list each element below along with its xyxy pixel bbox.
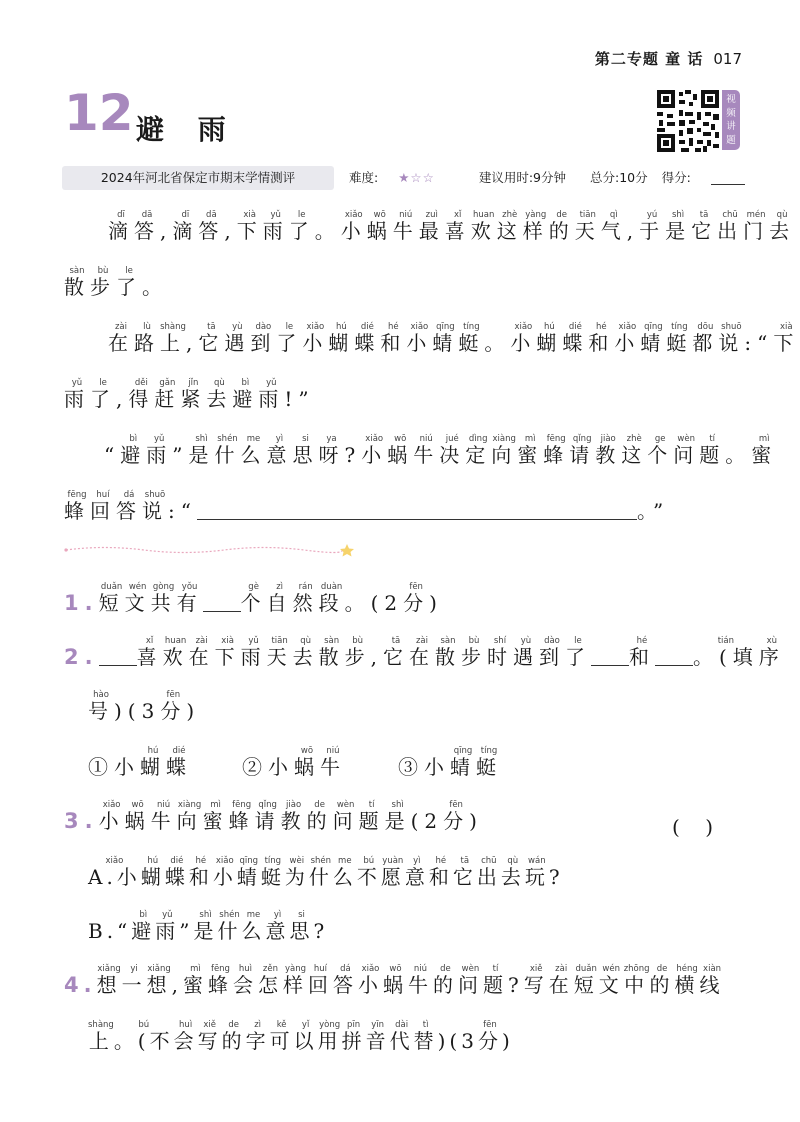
- hanzi-with-pinyin: 了le: [116, 266, 142, 299]
- hanzi-with-pinyin: 紧jǐn: [180, 378, 207, 411]
- hanzi-with-pinyin: 样yàng: [522, 210, 549, 243]
- hanzi-with-pinyin: 什shén: [217, 910, 242, 943]
- punctuation: ”: [172, 443, 189, 467]
- hanzi-with-pinyin: 都dōu: [692, 322, 719, 355]
- answer-blank[interactable]: [591, 647, 629, 666]
- hanzi-with-pinyin: 题tí: [699, 434, 726, 467]
- hanzi-with-pinyin: 是shì: [193, 910, 218, 943]
- hanzi-with-pinyin: 个gè: [240, 582, 267, 615]
- hanzi-with-pinyin: 步bù: [90, 266, 116, 299]
- hanzi-with-pinyin: 玩wán: [524, 856, 549, 889]
- page-number: 017: [713, 50, 742, 68]
- question-text: [98, 800, 483, 833]
- hanzi-with-pinyin: 蜗wō: [294, 746, 320, 779]
- hanzi-with-pinyin: 滴dī: [172, 210, 199, 243]
- hanzi-with-pinyin: 去qù: [206, 378, 233, 411]
- qr-code-icon[interactable]: [655, 88, 721, 154]
- punctuation: 。: [314, 219, 341, 243]
- hanzi-with-pinyin: 有yǒu: [176, 582, 203, 615]
- hanzi-with-pinyin: 和hé: [188, 856, 213, 889]
- choice-a[interactable]: [88, 856, 564, 890]
- hanzi-with-pinyin: 下xià: [236, 210, 263, 243]
- hanzi-with-pinyin: 回huí: [90, 490, 116, 523]
- hanzi-with-pinyin: 它tā: [382, 636, 409, 669]
- hanzi-with-pinyin: 的de: [306, 800, 333, 833]
- hanzi-with-pinyin: 中zhōng: [623, 964, 650, 997]
- hanzi-with-pinyin: 思si: [289, 910, 314, 943]
- hanzi-with-pinyin: 上shàng: [88, 1020, 114, 1053]
- hanzi-with-pinyin: 么me: [332, 856, 357, 889]
- section-title: 第二专题 童 话: [594, 50, 704, 68]
- video-label: 视频讲题: [726, 94, 736, 146]
- hanzi-with-pinyin: 滴dī: [108, 210, 134, 243]
- hanzi-with-pinyin: 么me: [240, 434, 267, 467]
- hanzi-with-pinyin: 蜻qīng: [640, 322, 667, 355]
- hanzi-with-pinyin: 小xiǎo: [361, 434, 388, 467]
- hanzi-with-pinyin: 个ge: [647, 434, 674, 467]
- option-1[interactable]: [88, 746, 192, 780]
- punctuation: ?: [507, 973, 524, 997]
- hanzi-with-pinyin: 线xiàn: [699, 964, 725, 997]
- hanzi-with-pinyin: 雨yǔ: [240, 636, 267, 669]
- hanzi-with-pinyin: 答dá: [332, 964, 358, 997]
- punctuation: ,: [160, 219, 173, 243]
- hanzi-with-pinyin: 段duàn: [318, 582, 345, 615]
- hanzi-with-pinyin: 蝴hú: [328, 322, 355, 355]
- hanzi-with-pinyin: 它tā: [452, 856, 477, 889]
- question-number: 2: [64, 645, 85, 669]
- hanzi-with-pinyin: 雨yǔ: [64, 378, 90, 411]
- hanzi-with-pinyin: 小xiǎo: [212, 856, 237, 889]
- hanzi-with-pinyin: 拼pīn: [341, 1020, 366, 1053]
- hanzi-with-pinyin: 上shàng: [160, 322, 186, 355]
- hanzi-with-pinyin: 这zhè: [621, 434, 648, 467]
- difficulty-stars: ★☆☆: [398, 170, 435, 185]
- hanzi-with-pinyin: 蜂fēng: [228, 800, 255, 833]
- hanzi-with-pinyin: 说shuō: [718, 322, 745, 355]
- punctuation: ”: [179, 919, 194, 943]
- hanzi-with-pinyin: 蜓tíng: [476, 746, 502, 779]
- hanzi-with-pinyin: 蜜mì: [202, 800, 229, 833]
- hanzi-with-pinyin: 是shì: [188, 434, 215, 467]
- suggested-time: 建议用时:9分钟: [478, 170, 566, 185]
- question-2: 2. 喜xǐ欢huan在zài下xià雨yǔ天tiān去qù散sàn步bù,它tā在zài散sàn步bù时shí遇yù到dào了le和hé。(填tián序xù: [64, 636, 785, 669]
- punctuation: ,: [171, 973, 183, 997]
- hanzi-with-pinyin: 写xiě: [523, 964, 549, 997]
- question-number: 4: [64, 973, 84, 997]
- hanzi-with-pinyin: 蝶dié: [562, 322, 589, 355]
- hanzi-with-pinyin: 步bù: [460, 636, 487, 669]
- hanzi-with-pinyin: 雨yǔ: [258, 378, 285, 411]
- hanzi-with-pinyin: 想xiǎng: [96, 964, 122, 997]
- hanzi-with-pinyin: 这zhè: [496, 210, 523, 243]
- hanzi-with-pinyin: 为wèi: [284, 856, 309, 889]
- question-text: [98, 582, 443, 615]
- hanzi-with-pinyin: 蜂fēng: [543, 434, 570, 467]
- hanzi-with-pinyin: 了le: [276, 322, 303, 355]
- hanzi-with-pinyin: 向xiàng: [491, 434, 518, 467]
- hanzi-with-pinyin: 说shuō: [142, 490, 168, 523]
- hanzi-with-pinyin: 问wèn: [673, 434, 700, 467]
- exam-meta: [349, 166, 785, 190]
- question-text: [99, 636, 785, 669]
- hanzi-with-pinyin: 答dā: [198, 210, 225, 243]
- punctuation: (2: [410, 809, 444, 833]
- hanzi-with-pinyin: 想xiǎng: [146, 964, 172, 997]
- hanzi-with-pinyin: 蝶dié: [354, 322, 381, 355]
- hanzi-with-pinyin: 可kě: [269, 1020, 294, 1053]
- hanzi-with-pinyin: 散sàn: [318, 636, 345, 669]
- hanzi-with-pinyin: 下xià: [214, 636, 241, 669]
- punctuation: ,: [370, 645, 383, 669]
- hanzi-with-pinyin: 什shén: [214, 434, 241, 467]
- passage-line: [64, 378, 315, 412]
- hanzi-with-pinyin: 避bì: [232, 378, 259, 411]
- hanzi-with-pinyin: 思si: [292, 434, 319, 467]
- hanzi-with-pinyin: 分fēn: [403, 582, 430, 615]
- hanzi-with-pinyin: 去qù: [292, 636, 319, 669]
- hanzi-with-pinyin: 出chū: [717, 210, 744, 243]
- hanzi-with-pinyin: 意yì: [265, 910, 290, 943]
- answer-blank[interactable]: [99, 647, 137, 666]
- hanzi-with-pinyin: 避bì: [131, 910, 156, 943]
- hanzi-with-pinyin: 去qù: [769, 210, 796, 243]
- hanzi-with-pinyin: 门mén: [743, 210, 770, 243]
- punctuation: !”: [284, 387, 315, 411]
- hanzi-with-pinyin: 蜗wō: [387, 434, 414, 467]
- punctuation: “: [104, 443, 121, 467]
- hanzi-with-pinyin: 牛niú: [392, 210, 419, 243]
- hanzi-with-pinyin: 避bì: [120, 434, 147, 467]
- hanzi-with-pinyin: 蜗wō: [366, 210, 393, 243]
- hanzi-with-pinyin: 分fēn: [160, 690, 187, 723]
- punctuation: ?: [313, 919, 329, 943]
- question-4: 4.想xiǎng一yi想xiǎng,蜜mì蜂fēng会huì怎zěn样yàng回huí答dá小xiǎo蜗wō牛niú的de问wèn题tí?写xiě在zài短duǎn文wén中zhōng的de横héng线xiàn: [64, 964, 725, 997]
- hanzi-with-pinyin: 答dā: [134, 210, 160, 243]
- hanzi-with-pinyin: 代dài: [389, 1020, 414, 1053]
- hanzi-with-pinyin: 文wén: [598, 964, 624, 997]
- hanzi-with-pinyin: 呀ya: [318, 434, 345, 467]
- hanzi-with-pinyin: 在zài: [408, 636, 435, 669]
- hanzi-with-pinyin: 号hào: [88, 690, 114, 723]
- hanzi-with-pinyin: 蝴hú: [140, 856, 165, 889]
- difficulty-label: 难度:: [349, 170, 379, 185]
- hanzi-with-pinyin: 蜓tíng: [666, 322, 693, 355]
- punctuation: :“: [744, 331, 774, 355]
- punctuation: ,: [626, 219, 640, 243]
- hanzi-with-pinyin: 散sàn: [434, 636, 461, 669]
- hanzi-with-pinyin: 替tì: [413, 1020, 438, 1053]
- hanzi-with-pinyin: 是shì: [384, 800, 411, 833]
- hanzi-with-pinyin: 在zài: [548, 964, 574, 997]
- answer-blank[interactable]: [197, 501, 637, 520]
- hanzi-with-pinyin: 的de: [432, 964, 458, 997]
- hanzi-with-pinyin: 了le: [90, 378, 116, 411]
- hanzi-with-pinyin: 定dìng: [465, 434, 492, 467]
- choice-b[interactable]: [88, 910, 328, 944]
- hanzi-with-pinyin: 意yì: [404, 856, 429, 889]
- hanzi-with-pinyin: 蜻qīng: [236, 856, 261, 889]
- hanzi-with-pinyin: 遇yù: [512, 636, 539, 669]
- hanzi-with-pinyin: 是shì: [665, 210, 692, 243]
- hanzi-with-pinyin: 蜻qīng: [450, 746, 476, 779]
- hanzi-with-pinyin: 蜜mì: [751, 434, 778, 467]
- answer-blank[interactable]: [655, 647, 693, 666]
- hanzi-with-pinyin: 蜓tíng: [260, 856, 285, 889]
- hanzi-with-pinyin: 遇yù: [224, 322, 251, 355]
- passage-line: [64, 490, 669, 524]
- punctuation: B.“: [88, 919, 132, 943]
- hanzi-with-pinyin: 然rán: [292, 582, 319, 615]
- hanzi-with-pinyin: 雨yǔ: [262, 210, 289, 243]
- video-tab[interactable]: [722, 90, 740, 150]
- hanzi-with-pinyin: 得děi: [128, 378, 155, 411]
- hanzi-with-pinyin: 意yì: [266, 434, 293, 467]
- hanzi-with-pinyin: 雨yǔ: [155, 910, 180, 943]
- hanzi-with-pinyin: 喜xǐ: [444, 210, 471, 243]
- hanzi-with-pinyin: 的de: [221, 1020, 246, 1053]
- punctuation: ): [469, 809, 483, 833]
- info-bar: [62, 166, 736, 190]
- hanzi-with-pinyin: 的de: [649, 964, 675, 997]
- question-3: 3.小xiǎo蜗wō牛niú向xiàng蜜mì蜂fēng请qǐng教jiào的de问wèn题tí是shì(2分fēn): [64, 800, 483, 833]
- difficulty: [349, 170, 455, 185]
- hanzi-with-pinyin: 用yòng: [317, 1020, 342, 1053]
- passage-line: [108, 210, 795, 244]
- hanzi-with-pinyin: 欢huan: [470, 210, 497, 243]
- question-number: 1: [64, 591, 85, 615]
- hanzi-with-pinyin: 序xù: [758, 636, 785, 669]
- hanzi-with-pinyin: 题tí: [482, 964, 508, 997]
- hanzi-with-pinyin: 到dào: [538, 636, 565, 669]
- hanzi-with-pinyin: 的de: [548, 210, 575, 243]
- hanzi-with-pinyin: 题tí: [358, 800, 385, 833]
- punctuation: ①小: [88, 755, 140, 779]
- hanzi-with-pinyin: 牛niú: [413, 434, 440, 467]
- punctuation: :“: [168, 499, 197, 523]
- hanzi-with-pinyin: 蝴hú: [536, 322, 563, 355]
- hanzi-with-pinyin: 蜂fēng: [64, 490, 90, 523]
- hanzi-with-pinyin: 牛niú: [320, 746, 346, 779]
- hanzi-with-pinyin: 么me: [241, 910, 266, 943]
- hanzi-with-pinyin: 问wèn: [332, 800, 359, 833]
- hanzi-with-pinyin: 路lù: [134, 322, 160, 355]
- lesson-title: 避 雨: [136, 113, 238, 146]
- question-text: [96, 964, 725, 997]
- answer-blank[interactable]: [203, 593, 241, 612]
- hanzi-with-pinyin: 小xiǎo: [340, 210, 367, 243]
- hanzi-with-pinyin: 牛niú: [150, 800, 177, 833]
- running-head: [595, 48, 742, 69]
- hanzi-with-pinyin: 和hé: [588, 322, 615, 355]
- hanzi-with-pinyin: 蜻qīng: [432, 322, 459, 355]
- hanzi-with-pinyin: 会huì: [173, 1020, 198, 1053]
- hanzi-with-pinyin: 蜜mì: [182, 964, 208, 997]
- hanzi-with-pinyin: 到dào: [250, 322, 277, 355]
- hanzi-with-pinyin: 文wén: [124, 582, 151, 615]
- passage-line: [104, 434, 777, 468]
- exam-source: 2024年河北省保定市期末学情测评: [62, 166, 334, 190]
- passage-text: [64, 490, 197, 523]
- hanzi-with-pinyin: 会huì: [232, 964, 258, 997]
- punctuation: ?: [344, 443, 362, 467]
- punctuation: ②小: [242, 755, 294, 779]
- hanzi-with-pinyin: 天tiān: [574, 210, 601, 243]
- hanzi-with-pinyin: 问wèn: [457, 964, 483, 997]
- hanzi-with-pinyin: 回huí: [307, 964, 333, 997]
- option-2[interactable]: [242, 746, 346, 780]
- hanzi-with-pinyin: 天tiān: [266, 636, 293, 669]
- hanzi-with-pinyin: 在zài: [188, 636, 215, 669]
- punctuation: 。(2: [344, 591, 404, 615]
- hanzi-with-pinyin: 去qù: [500, 856, 525, 889]
- punctuation: 。: [725, 443, 752, 467]
- hanzi-with-pinyin: 教jiào: [280, 800, 307, 833]
- hanzi-with-pinyin: 最zuì: [418, 210, 445, 243]
- hanzi-with-pinyin: 步bù: [344, 636, 371, 669]
- hanzi-with-pinyin: 请qǐng: [254, 800, 281, 833]
- question-1: 1.短duǎn文wén共gòng有yǒu个gè自zì然rán段duàn。(2分fēn): [64, 582, 443, 615]
- answer-bracket[interactable]: ( ): [672, 815, 714, 839]
- hanzi-with-pinyin: 以yǐ: [293, 1020, 318, 1053]
- hanzi-with-pinyin: 短duǎn: [98, 582, 125, 615]
- hanzi-with-pinyin: 散sàn: [64, 266, 90, 299]
- hanzi-with-pinyin: 愿yuàn: [380, 856, 405, 889]
- punctuation: )(3: [437, 1029, 478, 1053]
- hanzi-with-pinyin: 样yàng: [282, 964, 308, 997]
- hanzi-with-pinyin: 蜂fēng: [207, 964, 233, 997]
- hanzi-with-pinyin: 决jué: [439, 434, 466, 467]
- hanzi-with-pinyin: 于yú: [639, 210, 666, 243]
- hanzi-with-pinyin: 和hé: [380, 322, 407, 355]
- question-4-cont: [88, 1020, 514, 1054]
- hanzi-with-pinyin: 小xiǎo: [302, 322, 329, 355]
- hanzi-with-pinyin: 请qǐng: [569, 434, 596, 467]
- hanzi-with-pinyin: 气qì: [600, 210, 627, 243]
- hanzi-with-pinyin: 不bú: [356, 856, 381, 889]
- hanzi-with-pinyin: 横héng: [674, 964, 700, 997]
- hanzi-with-pinyin: 写xiě: [197, 1020, 222, 1053]
- divider-line: [64, 543, 354, 557]
- hanzi-with-pinyin: 蜗wō: [382, 964, 408, 997]
- punctuation: ③小: [398, 755, 450, 779]
- hanzi-with-pinyin: 在zài: [108, 322, 134, 355]
- punctuation: ): [501, 1029, 514, 1053]
- hanzi-with-pinyin: 。(填tián: [692, 636, 759, 669]
- hanzi-with-pinyin: 出chū: [476, 856, 501, 889]
- hanzi-with-pinyin: 小xiǎo: [510, 322, 537, 355]
- lesson-number: 12: [64, 84, 134, 142]
- hanzi-with-pinyin: A.小xiǎo: [88, 856, 141, 889]
- hanzi-with-pinyin: 字zì: [245, 1020, 270, 1053]
- question-2-cont: [88, 690, 200, 724]
- hanzi-with-pinyin: 蜜mì: [517, 434, 544, 467]
- hanzi-with-pinyin: 自zì: [266, 582, 293, 615]
- total-score: 总分:10分: [589, 170, 648, 185]
- punctuation: 。: [142, 275, 168, 299]
- hanzi-with-pinyin: 小xiǎo: [614, 322, 641, 355]
- hanzi-with-pinyin: 小xiǎo: [98, 800, 125, 833]
- punctuation: ): [429, 591, 443, 615]
- hanzi-with-pinyin: 雨yǔ: [146, 434, 173, 467]
- punctuation: ?: [548, 865, 564, 889]
- hanzi-with-pinyin: 小xiǎo: [406, 322, 433, 355]
- punctuation: )(3: [114, 699, 161, 723]
- hanzi-with-pinyin: 蝶dié: [164, 856, 189, 889]
- hanzi-with-pinyin: 教jiào: [595, 434, 622, 467]
- hanzi-with-pinyin: 喜xǐ: [136, 636, 163, 669]
- punctuation: 。: [484, 331, 511, 355]
- hanzi-with-pinyin: 共gòng: [150, 582, 177, 615]
- hanzi-with-pinyin: 它tā: [198, 322, 225, 355]
- hanzi-with-pinyin: 蜓tíng: [458, 322, 485, 355]
- score: [662, 170, 765, 185]
- hanzi-with-pinyin: 向xiàng: [176, 800, 203, 833]
- hanzi-with-pinyin: 。(不bú: [113, 1020, 174, 1053]
- hanzi-with-pinyin: 怎zěn: [257, 964, 283, 997]
- passage-line: [108, 322, 799, 356]
- passage-line: [64, 266, 168, 300]
- hanzi-with-pinyin: 音yīn: [365, 1020, 390, 1053]
- score-label: 得分:: [661, 170, 691, 185]
- hanzi-with-pinyin: 短duǎn: [573, 964, 599, 997]
- hanzi-with-pinyin: 蝶dié: [166, 746, 192, 779]
- hanzi-with-pinyin: 蝴hú: [140, 746, 166, 779]
- hanzi-with-pinyin: 小xiǎo: [357, 964, 383, 997]
- hanzi-with-pinyin: 了le: [288, 210, 315, 243]
- hanzi-with-pinyin: 和hé: [428, 856, 453, 889]
- question-number: 3: [64, 809, 85, 833]
- hanzi-with-pinyin: 时shí: [486, 636, 513, 669]
- score-blank[interactable]: [711, 168, 745, 185]
- punctuation: ,: [224, 219, 237, 243]
- passage-end: 。”: [636, 499, 670, 523]
- punctuation: ): [186, 699, 201, 723]
- hanzi-with-pinyin: 什shén: [308, 856, 333, 889]
- hanzi-with-pinyin: 答dá: [116, 490, 142, 523]
- hanzi-with-pinyin: 了le: [564, 636, 591, 669]
- hanzi-with-pinyin: 和hé: [628, 636, 655, 669]
- hanzi-with-pinyin: 欢huan: [162, 636, 189, 669]
- hanzi-with-pinyin: 分fēn: [477, 1020, 502, 1053]
- option-3[interactable]: [398, 746, 502, 780]
- hanzi-with-pinyin: 分fēn: [443, 800, 470, 833]
- hanzi-with-pinyin: 牛niú: [407, 964, 433, 997]
- hanzi-with-pinyin: 赶gǎn: [154, 378, 181, 411]
- hanzi-with-pinyin: 蜗wō: [124, 800, 151, 833]
- punctuation: ,: [186, 331, 199, 355]
- hanzi-with-pinyin: 一yi: [121, 964, 147, 997]
- hanzi-with-pinyin: 下xià: [773, 322, 800, 355]
- hanzi-with-pinyin: 它tā: [691, 210, 718, 243]
- punctuation: ,: [116, 387, 129, 411]
